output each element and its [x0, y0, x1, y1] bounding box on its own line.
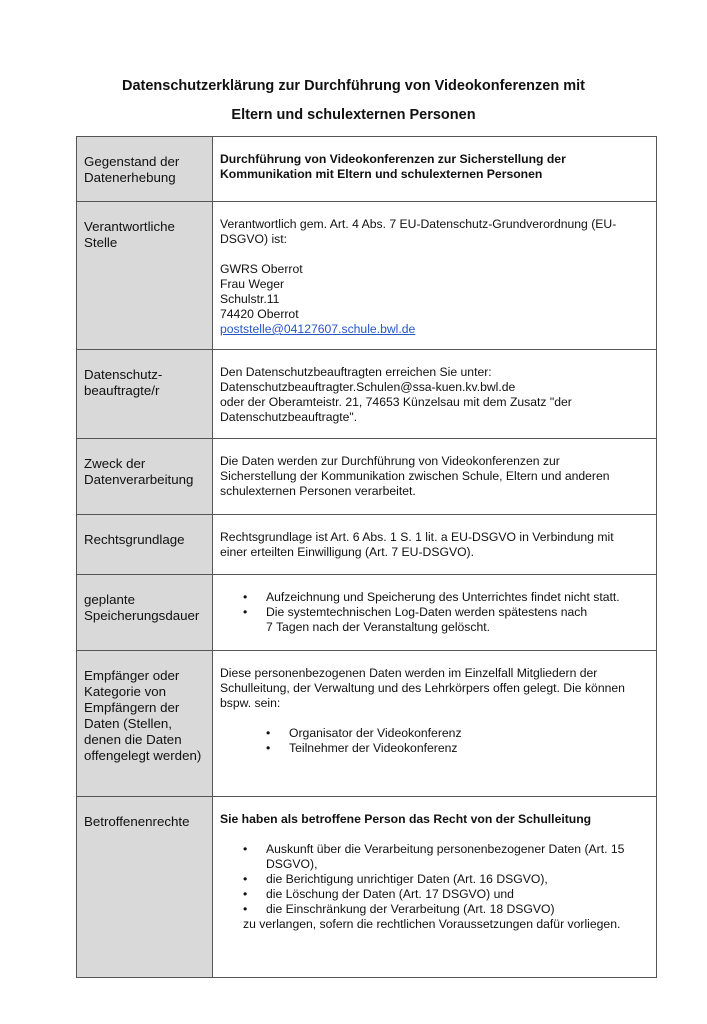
content-line: bspw. sein:: [220, 696, 281, 710]
content-line: Diese personenbezogenen Daten werden im Einzelfall Mitgliedern der: [220, 666, 598, 680]
table-row: [77, 350, 657, 439]
content-line: Schulleitung, der Verwaltung und des Lehrkörpers offen gelegt. Die können: [220, 681, 625, 695]
row-label-zweck: Zweck der Datenverarbeitung: [77, 439, 213, 515]
content-line: Sicherstellung der Kommunikation zwischen Schule, Eltern und anderen: [220, 469, 610, 483]
row-content-beauftragte: [213, 350, 657, 439]
list-item: • die Einschränkung der Verarbeitung (Art. 18 DSGVO): [266, 902, 648, 917]
content-line: DSGVO) ist:: [220, 232, 288, 246]
contact-person: Frau Weger: [220, 277, 285, 291]
row-label-beauftragte: Datenschutz-beauftragte/r: [77, 350, 213, 439]
content-line: einer erteilten Einwilligung (Art. 7 EU-DSGVO).: [220, 545, 474, 559]
table-row: [77, 515, 657, 575]
list-item: • Teilnehmer der Videokonferenz: [289, 741, 648, 756]
dpo-email: Datenschutzbeauftragter.Schulen@ssa-kuen.kv.bwl.de: [220, 380, 516, 394]
content-line: oder der Oberamteistr. 21, 74653 Künzelsau mit dem Zusatz "der: [220, 395, 572, 409]
city-address: 74420 Oberrot: [220, 307, 299, 321]
list-item: • die Löschung der Daten (Art. 17 DSGVO) und: [266, 887, 648, 902]
row-label-stelle: Verantwortliche Stelle: [77, 202, 213, 350]
table-row: [77, 575, 657, 651]
list-item: • Auskunft über die Verarbeitung personenbezogener Daten (Art. 15 DSGVO),: [266, 842, 648, 872]
content-line: Durchführung von Videokonferenzen zur Sicherstellung der: [220, 152, 566, 166]
row-content-speicherung: [213, 575, 657, 651]
email-link[interactable]: poststelle@04127607.schule.bwl.de: [220, 322, 416, 336]
list-item: • die Berichtigung unrichtiger Daten (Art. 16 DSGVO),: [266, 872, 648, 887]
table-row: [77, 439, 657, 515]
row-content-empfaenger: [213, 651, 657, 797]
document-title-line-2: Eltern und schulexternen Personen: [231, 107, 476, 123]
privacy-table: [76, 136, 657, 978]
rights-heading: Sie haben als betroffene Person das Recht von der Schulleitung: [220, 812, 592, 826]
row-label-rechtsgrundlage: Rechtsgrundlage: [77, 515, 213, 575]
row-content-gegenstand: [213, 137, 657, 202]
row-content-rechtsgrundlage: [213, 515, 657, 575]
list-item: • Die systemtechnischen Log-Daten werden spätestens nach 7 Tagen nach der Veranstaltung gelöscht.: [266, 605, 648, 635]
list-item: • Organisator der Videokonferenz: [289, 726, 648, 741]
row-content-zweck: [213, 439, 657, 515]
row-label-gegenstand: Gegenstand der Datenerhebung: [77, 137, 213, 202]
list-item: • Aufzeichnung und Speicherung des Unterrichtes findet nicht statt.: [266, 590, 648, 605]
table-row: [77, 137, 657, 202]
content-line: Rechtsgrundlage ist Art. 6 Abs. 1 S. 1 lit. a EU-DSGVO in Verbindung mit: [220, 530, 614, 544]
content-line: Die Daten werden zur Durchführung von Videokonferenzen zur: [220, 454, 560, 468]
content-line: schulexternen Personen verarbeitet.: [220, 484, 416, 498]
street-address: Schulstr.11: [220, 292, 280, 306]
row-label-rechte: Betroffenenrechte: [77, 797, 213, 978]
table-row: [77, 797, 657, 978]
table-row: [77, 202, 657, 350]
rights-footer: zu verlangen, sofern die rechtlichen Voraussetzungen dafür vorliegen.: [243, 917, 621, 931]
content-line: Den Datenschutzbeauftragten erreichen Sie unter:: [220, 365, 492, 379]
content-line: Datenschutzbeauftragte".: [220, 410, 358, 424]
school-name: GWRS Oberrot: [220, 262, 303, 276]
row-content-stelle: [213, 202, 657, 350]
row-content-rechte: [213, 797, 657, 978]
content-line: Verantwortlich gem. Art. 4 Abs. 7 EU-Datenschutz-Grundverordnung (EU-: [220, 217, 617, 231]
document-title-line-1: Datenschutzerklärung zur Durchführung von Videokonferenzen mit: [122, 78, 585, 94]
content-line: Kommunikation mit Eltern und schulexternen Personen: [220, 167, 543, 181]
row-label-empfaenger: Empfänger oder Kategorie von Empfängern der Daten (Stellen, denen die Daten offengelegt werden): [77, 651, 213, 797]
row-label-speicherung: geplante Speicherungsdauer: [77, 575, 213, 651]
table-row: [77, 651, 657, 797]
